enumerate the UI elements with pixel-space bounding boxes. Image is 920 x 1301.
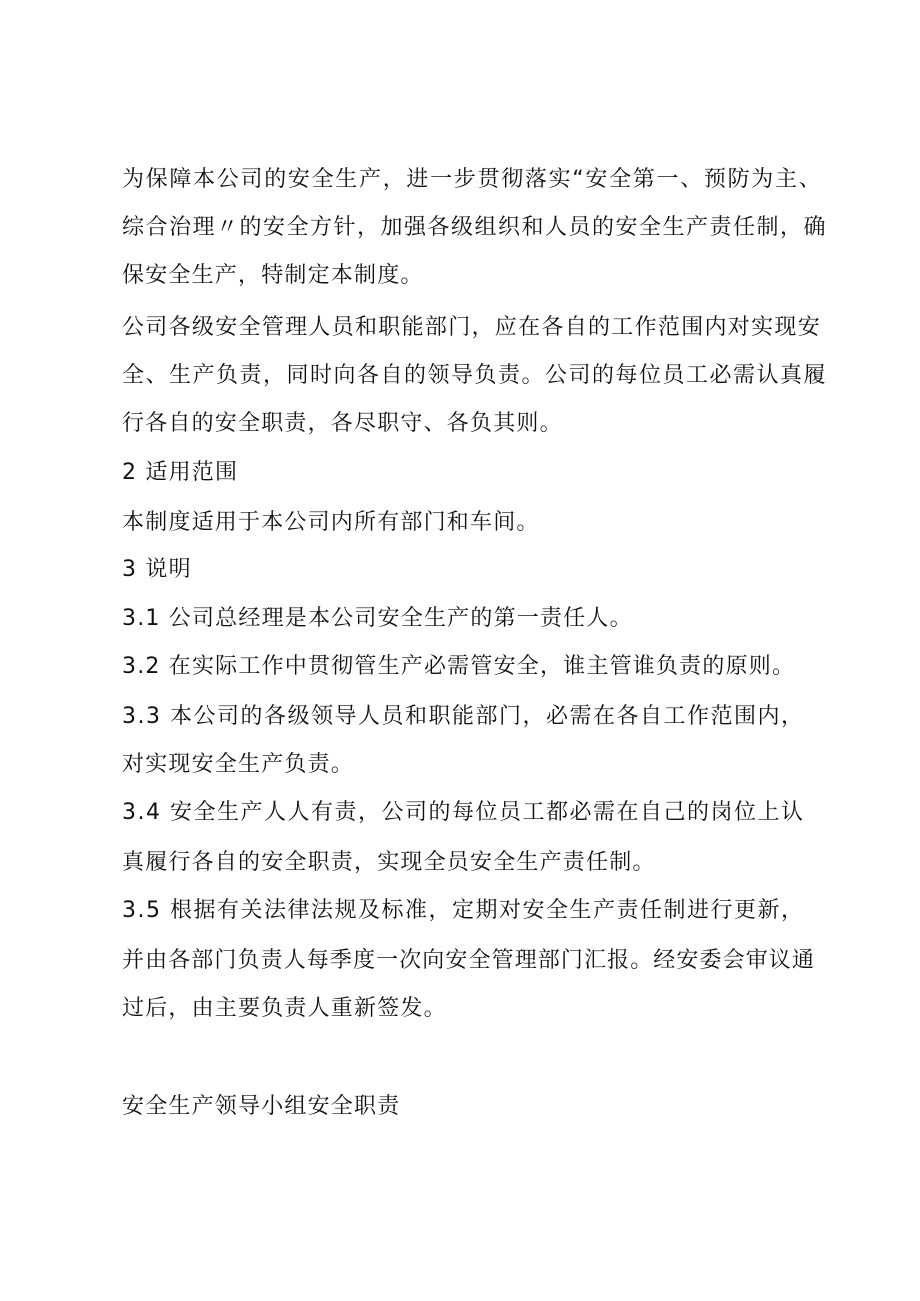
clause-line: 并由各部门负责人每季度一次向安全管理部门汇报。经安委会审议通 bbox=[122, 948, 816, 973]
clause-line: 对实现安全生产负责。 bbox=[122, 752, 355, 777]
section-heading: 安全生产领导小组安全职责 bbox=[122, 1094, 401, 1119]
clause-line: 真履行各自的安全职责，实现全员安全生产责任制。 bbox=[122, 850, 656, 875]
paragraph-line: 为保障本公司的安全生产，进一步贯彻落实“安全第一、预防为主、 bbox=[122, 167, 823, 192]
clause-line: 3.4 安全生产人人有责，公司的每位员工都必需在自己的岗位上认 bbox=[122, 800, 805, 825]
clause-line: 3.5 根据有关法律法规及标准，定期对安全生产责任制进行更新， bbox=[122, 898, 805, 923]
paragraph-line: 综合治理〃的安全方针，加强各级组织和人员的安全生产责任制，确 bbox=[122, 215, 828, 240]
clause-line: 3.2 在实际工作中贯彻管生产必需管安全，谁主管谁负责的原则。 bbox=[122, 654, 796, 679]
paragraph-line: 行各自的安全职责，各尽职守、各负其则。 bbox=[122, 411, 563, 436]
clause-line: 过后，由主要负责人重新签发。 bbox=[122, 996, 447, 1021]
section-heading: 2 适用范围 bbox=[122, 460, 239, 485]
clause-line: 3.1 公司总经理是本公司安全生产的第一责任人。 bbox=[122, 606, 633, 631]
paragraph-line: 公司各级安全管理人员和职能部门，应在各自的工作范围内对实现安 bbox=[122, 315, 822, 340]
paragraph-line: 全、生产负责，同时向各自的领导负责。公司的每位员工必需认真履 bbox=[122, 363, 828, 388]
paragraph-line: 保安全生产，特制定本制度。 bbox=[122, 263, 424, 288]
paragraph-line: 本制度适用于本公司内所有部门和车间。 bbox=[122, 510, 540, 535]
clause-line: 3.3 本公司的各级领导人员和职能部门，必需在各自工作范围内， bbox=[122, 704, 805, 729]
section-heading: 3 说明 bbox=[122, 557, 192, 582]
